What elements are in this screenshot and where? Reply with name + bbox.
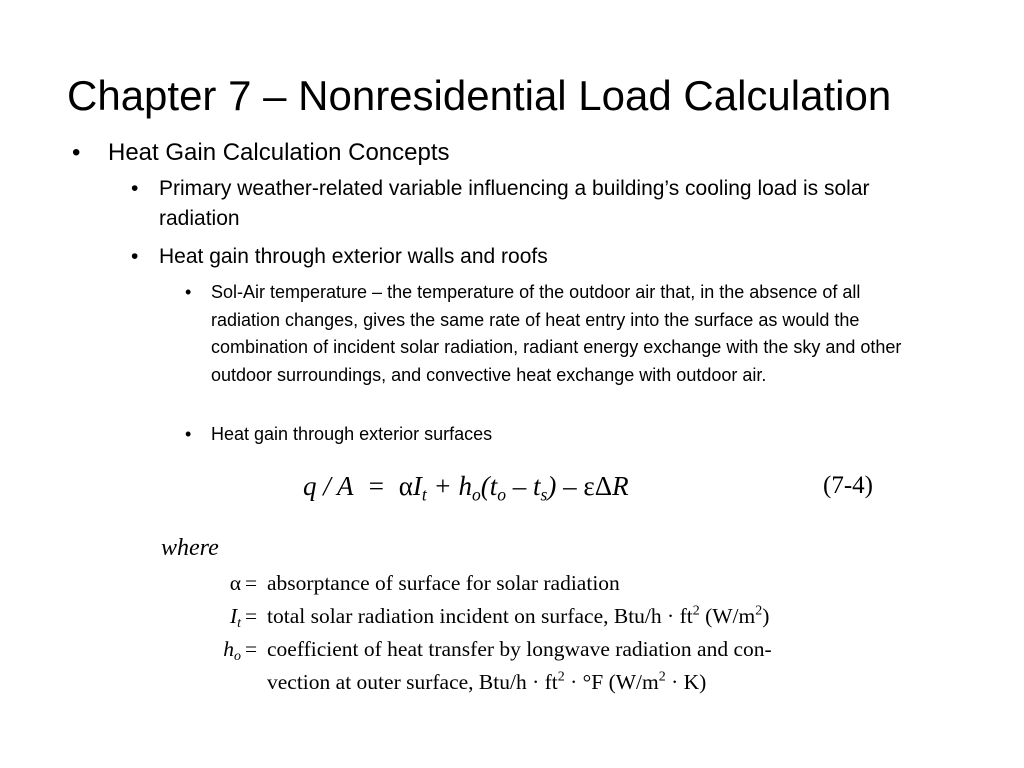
definition-alpha xyxy=(205,567,905,600)
slide-title: Chapter 7 – Nonresidential Load Calculation xyxy=(67,72,892,119)
equation-number: (7-4) xyxy=(823,472,873,499)
definition-text: absorptance of surface for solar radiation xyxy=(267,571,620,595)
bullet-marker: • xyxy=(131,177,139,200)
sub-sub-bullet-sol-air xyxy=(185,279,931,389)
sub-sub-bullet-exterior-surfaces xyxy=(185,421,931,449)
definition-it xyxy=(205,600,905,633)
where-label: where xyxy=(161,535,219,561)
equals-sign: = xyxy=(245,637,258,661)
equation-7-4 xyxy=(303,462,883,510)
definition-ho xyxy=(205,633,905,699)
symbol-ho: $h_o$ xyxy=(223,637,241,665)
bullet-marker: • xyxy=(72,139,81,166)
definition-text: coefficient of heat transfer by longwave radiation and con- vection at outer surface, $Btu/h \cdot ft^2 \cdot ^\circ F$ $(W/m^2 \cdot K)$ xyxy=(267,637,772,694)
sub-bullet-walls-roofs xyxy=(131,242,889,272)
symbol-alpha: α xyxy=(229,571,241,595)
bullet-marker: • xyxy=(131,245,139,268)
bullet-text: Heat Gain Calculation Concepts xyxy=(108,139,450,166)
bullet-text: Heat gain through exterior walls and roofs xyxy=(159,245,548,268)
equation-expression: $q / A = \alpha I_t + h_o(t_o - t_s) - \varepsilon\Delta R$ xyxy=(303,471,629,505)
equals-sign: = xyxy=(245,604,258,628)
definitions-list xyxy=(205,567,905,699)
definition-text: total solar radiation incident on surface, $Btu/h \cdot ft^2$ $(W/m^2)$ xyxy=(267,603,770,628)
sub-bullet-solar-radiation xyxy=(131,174,889,234)
bullet-marker: • xyxy=(185,282,192,302)
bullet-text: Sol-Air temperature – the temperature of the outdoor air that, in the absence of all radiation changes, gives the same rate of heat entry into the surface as would the combination of incident solar radiation, radiant energy exchange with the sky and other outdoor surroundings, and convective heat exchange with outdoor air. xyxy=(211,282,902,385)
equals-sign: = xyxy=(245,571,258,595)
bullet-text: Heat gain through exterior surfaces xyxy=(211,424,493,444)
bullet-marker: • xyxy=(185,424,192,444)
bullet-text: Primary weather-related variable influencing a building’s cooling load is solar radiation xyxy=(159,177,870,230)
symbol-it: $I_t$ xyxy=(229,604,241,632)
